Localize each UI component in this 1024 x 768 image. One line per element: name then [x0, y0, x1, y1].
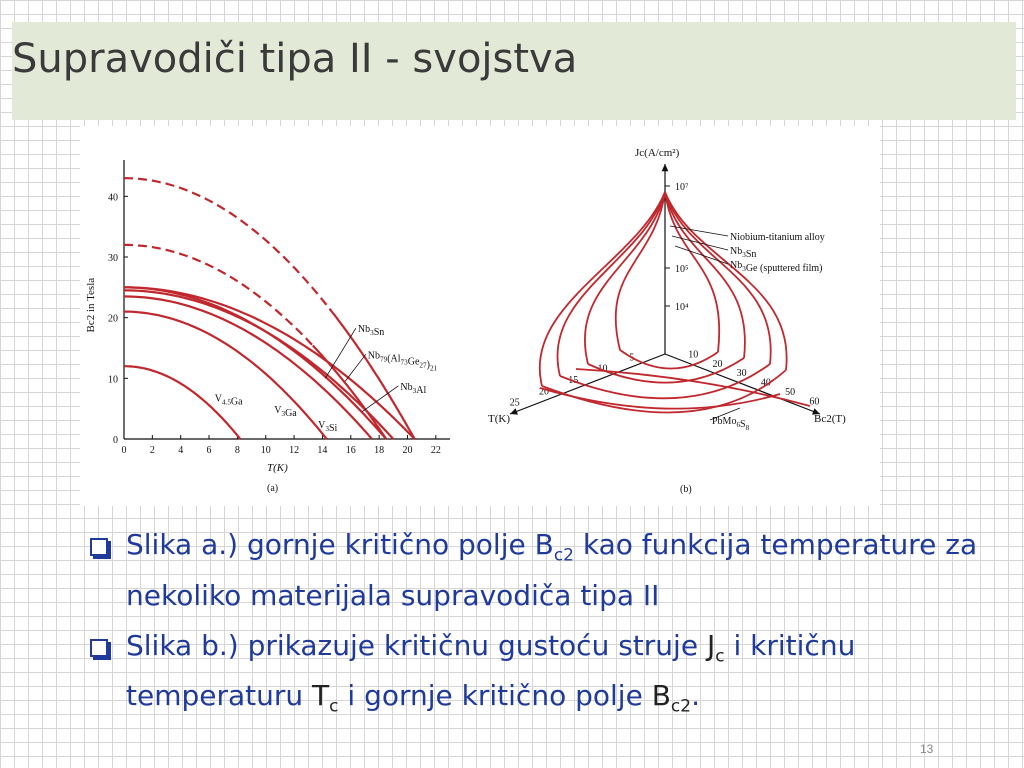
x-tick-label: 20 — [402, 445, 413, 456]
series-label: $Nb_{79}(Al_{73}Ge_{27})_{21}$ — [367, 350, 438, 373]
jc-tick-label: 10⁵ — [675, 264, 689, 275]
b-tick-label: 30 — [736, 368, 747, 380]
x-tick-label: 0 — [121, 445, 127, 456]
jc-tick-label: 10⁷ — [675, 182, 689, 193]
slide-number: 13 — [920, 742, 934, 756]
bullet-item-a: Slika a.) gornje kritično polje $B_{c2}$ kao funkcija temperature za nekoliko materijala supravodiča tipa II — [88, 525, 988, 616]
surface-edge-line — [616, 192, 665, 350]
series-label: $Nb_3Al$ — [400, 381, 427, 396]
jc-tick-label: 10⁴ — [675, 302, 689, 313]
bullet-item-b: Slika b.) prikazuje kritičnu gustoću struje $J_c$ i kritičnu temperaturu $T_c$ i gornje kritično polje $B_{c2}$. — [88, 626, 988, 727]
chart-caption: (b) — [680, 484, 692, 495]
series-line — [124, 287, 386, 439]
material-label: $Nb_3Ge$ (sputtered film) — [730, 260, 823, 274]
x-tick-label: 4 — [178, 445, 184, 456]
series-label: $Nb_3Sn$ — [357, 324, 385, 339]
jc-axis-label: Jc(A/cm²) — [635, 147, 680, 159]
x-tick-label: 10 — [260, 445, 271, 456]
material-label: Niobium-titanium alloy — [730, 232, 825, 243]
chart-a — [80, 126, 480, 506]
t-axis-label: T(K) — [488, 413, 510, 425]
b-tick-label: 10 — [688, 349, 699, 361]
x-tick-label: 16 — [345, 445, 356, 456]
b-axis — [665, 354, 820, 414]
series-label: $V_{4.5}Ga$ — [214, 393, 243, 408]
leader-line — [675, 246, 728, 264]
y-tick-label: 10 — [108, 374, 118, 386]
x-tick-label: 22 — [430, 445, 441, 456]
x-tick-label: 18 — [374, 445, 385, 456]
material-label: $PbMo_6S_8$ — [712, 416, 750, 432]
t-tick-label: 25 — [509, 397, 520, 409]
checkbox-bullet-icon — [90, 538, 108, 556]
y-tick-label: 20 — [108, 313, 118, 325]
material-label: $Nb_3Sn$ — [730, 246, 757, 260]
t-tick-label: 20 — [539, 386, 550, 398]
t-tick-label: 10 — [597, 363, 608, 375]
jc-axis-arrow — [662, 164, 669, 171]
t-tick-label: 5 — [629, 352, 635, 364]
t-tick-label: 15 — [568, 374, 579, 386]
y-tick-label: 30 — [108, 253, 118, 264]
y-axis-label: Bc2 in Tesla — [85, 277, 97, 333]
b-tick-label: 50 — [785, 386, 796, 398]
b-tick-label: 60 — [809, 396, 820, 408]
b-tick-label: 40 — [760, 377, 771, 389]
chart-caption: (a) — [267, 483, 279, 494]
y-tick-label: 40 — [108, 192, 118, 204]
x-tick-label: 6 — [206, 445, 212, 456]
series-label: $V_3Ga$ — [274, 404, 297, 419]
y-tick-label: 0 — [113, 435, 118, 446]
x-tick-label: 2 — [149, 445, 155, 456]
chart-b — [480, 126, 880, 506]
checkbox-bullet-icon — [90, 639, 108, 657]
series-label: $V_3Si$ — [318, 420, 338, 435]
series-line — [124, 312, 327, 439]
x-axis-label: T(K) — [267, 462, 288, 474]
figure-panel — [80, 126, 880, 506]
b-axis-label: Bc2(T) — [814, 413, 846, 425]
series-extrapolated-line — [124, 245, 313, 346]
slide-title: Supravodiči tipa II - svojstva — [12, 36, 578, 82]
leader-line — [362, 386, 398, 412]
x-tick-label: 8 — [234, 445, 240, 456]
x-tick-label: 12 — [289, 445, 300, 456]
b-tick-label: 20 — [712, 358, 723, 370]
leader-line — [345, 354, 366, 381]
x-tick-label: 14 — [317, 445, 328, 456]
bullet-list — [88, 525, 988, 737]
